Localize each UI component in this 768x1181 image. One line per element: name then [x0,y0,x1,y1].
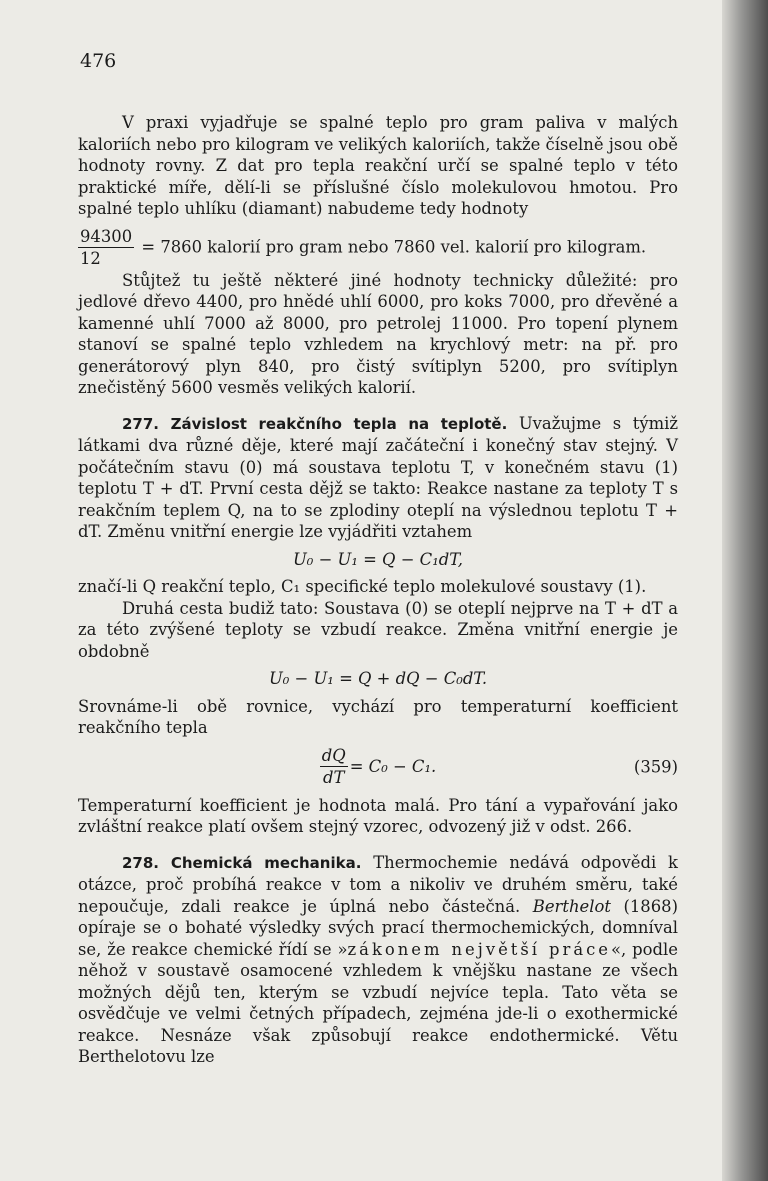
section-278-text-c: «, podle něhož v soustavě osamocené vzhledem k vnějšku nastane ze všech možných dějů ten, kterým se vzbudí nejvíce tepla. Tato věta se osvědčuje ve velmi četných případech, zejména jde-li o exothermické reakce. Nesnáze však způsobují reakce endothermické. Větu Berthelotovu lze [78,939,678,1066]
paragraph-compare: Srovnáme-li obě rovnice, vychází pro temperaturní koefficient reakčního tepla [78,696,678,737]
section-278 [78,852,678,1068]
section-277-text: Uvažujme s týmiž látkami dva různé děje, které mají začáteční i konečný stav stejný. V počátečním stavu (0) má soustava teplotu T, v konečném stavu (1) teplotu T + dT. První cesta dějž se takto: Reakce nastane za teploty T s reakčním teplem Q, na to se zplodiny oteplí na výslednou teplotu T + dT. Změnu vnitřní energie lze vyjádřiti vztahem [78,413,678,541]
paragraph-fuel-heat: V praxi vyjadřuje se spalné teplo pro gram paliva v malých kaloriích nebo pro kilogram ve velikých kaloriích, takže číselně jsou obě hodnoty rovny. Z dat pro tepla reakční určí se spalné teplo v této praktické míře, dělí-li se příslušné číslo molekulovou hmotou. Pro spalné teplo uhlíku (diamant) nabudeme tedy hodnoty [78,113,678,218]
fraction-denominator: 12 [80,249,101,268]
section-277-title: Závislost reakčního tepla na teplotě. [170,414,508,433]
carbon-value-line [78,226,678,270]
author-name: Berthelot [532,896,611,916]
paragraph-temperature-coefficient: Temperaturní koefficient je hodnota malá. Pro tání a vypařování jako zvláštní reakce platí ovšem stejný vzorec, odvozený již v odst. 266. [78,795,678,836]
fraction-dq-dt [320,745,348,789]
equation-2: U₀ − U₁ = Q + dQ − C₀dT. [268,669,488,688]
section-277 [78,413,678,543]
fraction-94300-12 [78,226,134,270]
section-278-text-b: (1868) opíraje se o bohaté výsledky svých prací thermochemických, domníval se, že reakce chemické řídí se » [78,896,678,959]
binding-shadow [722,0,768,1181]
fraction-denominator: dT [323,768,345,787]
section-277-number: 277. [122,414,160,433]
paragraph-technical-values: Stůjtež tu ještě některé jiné hodnoty technicky důležité: pro jedlové dřevo 4400, pro hnědé uhlí 6000, pro koks 7000, pro dřevěné a kamenné uhlí 7000 až 8000, pro petrolej 11000. Pro topení plynem stanoví se spalné teplo vzhledem na krychlový metr: na př. pro generátorový plyn 840, pro čistý svítiplyn 5200, pro svítiplyn znečistěný 5600 vesměs velikých kalorií. [78,270,678,397]
section-278-text-a: Thermochemie nedává odpovědi k otázce, proč probíhá reakce v tom a nikoliv ve druhém směru, také nepoučuje, zdali reakce je úplná nebo částečná. [78,852,678,916]
page-body [78,112,678,1068]
section-278-title: Chemická mechanika. [170,853,362,872]
equation-number: (359) [633,756,678,776]
section-278-number: 278. [122,853,160,872]
paragraph-after-eq1: značí-li Q reakční teplo, C₁ specifické teplo molekulové soustavy (1). [78,577,647,596]
carbon-value-text: = 7860 kalorií pro gram nebo 7860 vel. kalorií pro kilogram. [141,237,647,256]
equation-rhs: = C₀ − C₁. [349,756,437,776]
equation-359 [78,745,678,789]
page-number: 476 [80,50,117,72]
equation-1: U₀ − U₁ = Q − C₁dT, [292,549,463,569]
law-of-maximum-work: zákonem největší práce [347,939,611,959]
fraction-numerator: dQ [320,745,348,768]
fraction-numerator: 94300 [78,226,134,249]
paragraph-second-path: Druhá cesta budiž tato: Soustava (0) se oteplí nejprve na T + dT a za této zvýšené teploty se vzbudí reakce. Změna vnitřní energie je obdobně [78,598,678,661]
